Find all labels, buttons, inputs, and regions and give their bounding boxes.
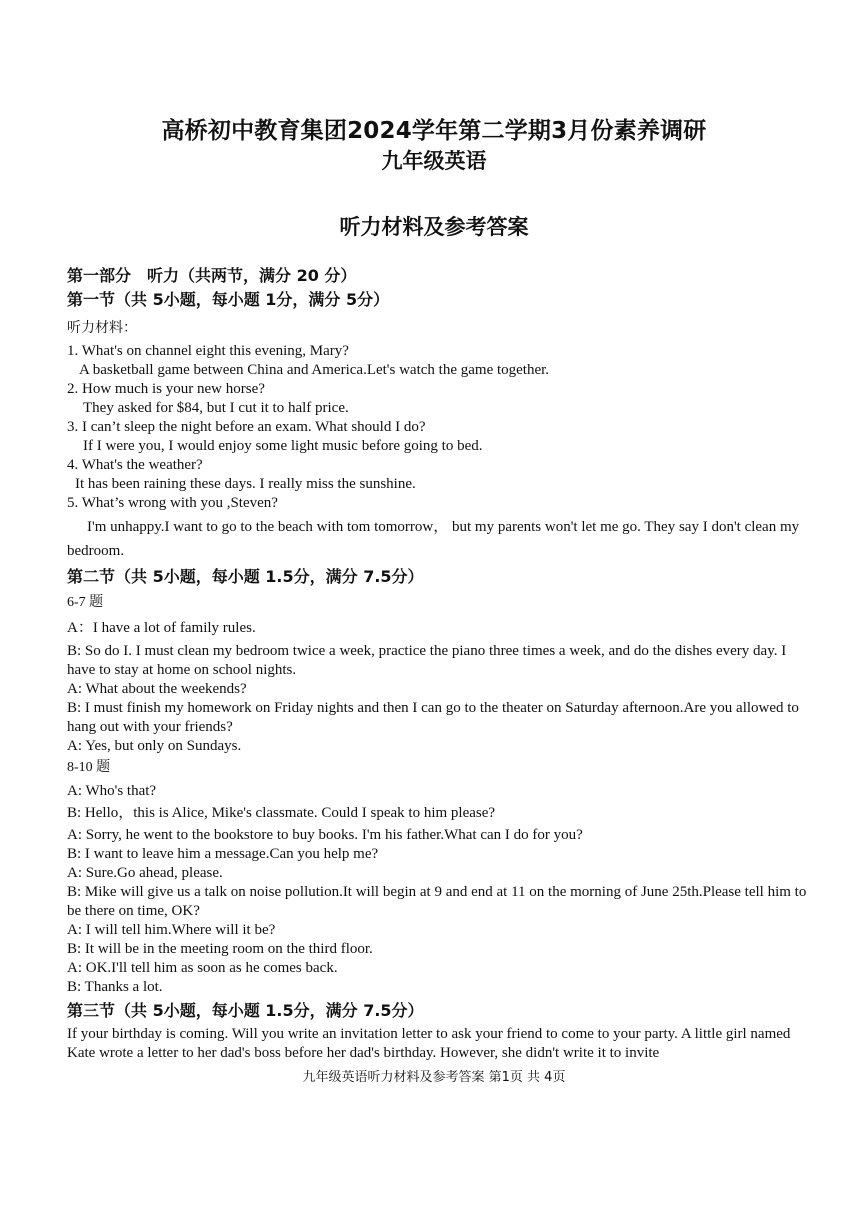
dialogue-line: B: It will be in the meeting room on the third floor.	[67, 941, 373, 957]
question-1: 1. What's on channel eight this evening, Mary?	[67, 343, 349, 359]
answer-5: I'm unhappy.I want to go to the beach with tom tomorrow， but my parents won't let me go. They say I don't clean my bedroom.	[67, 519, 800, 559]
page-footer: 九年级英语听力材料及参考答案 第1页 共 4页	[302, 1070, 566, 1085]
dialogue-line: B: Hello，this is Alice, Mike's classmate. Could I speak to him please?	[67, 805, 496, 821]
question-3: 3. I can’t sleep the night before an exam. What should I do?	[67, 419, 426, 435]
title-block	[0, 116, 868, 242]
part1-heading: 第一部分 听力（共两节，满分 20 分）	[67, 266, 357, 285]
section3-heading: 第三节（共 5小题，每小题 1.5分，满分 7.5分）	[67, 1001, 424, 1020]
question-5: 5. What’s wrong with you ,Steven?	[67, 495, 278, 511]
answer-3: If I were you, I would enjoy some light music before going to bed.	[83, 438, 483, 454]
content	[67, 264, 807, 1063]
dialogue-line: B: I must finish my homework on Friday nights and then I can go to the theater on Saturday afternoon.Are you allowed to hang out with your friends?	[67, 700, 799, 735]
section2-heading: 第二节（共 5小题，每小题 1.5分，满分 7.5分）	[67, 567, 424, 586]
answer-1: A basketball game between China and America.Let's watch the game together.	[79, 362, 550, 378]
dialogue-line: A: I will tell him.Where will it be?	[67, 922, 276, 938]
group-8-10-label: 8-10 题	[67, 760, 111, 775]
dialogue-line: A: Yes, but only on Sundays.	[67, 738, 242, 754]
listening-material-label: 听力材料：	[67, 320, 137, 336]
dialogue-line: B: Thanks a lot.	[67, 979, 163, 995]
dialogue-line: A: Sure.Go ahead, please.	[67, 865, 223, 881]
question-2: 2. How much is your new horse?	[67, 381, 265, 397]
answer-2: They asked for $84, but I cut it to half price.	[83, 400, 349, 416]
dialogue-line: A: OK.I'll tell him as soon as he comes back.	[67, 960, 338, 976]
group-6-7-label: 6-7 题	[67, 595, 104, 610]
dialogue-line: A: Who's that?	[67, 783, 157, 799]
document-title: 听力材料及参考答案	[339, 215, 529, 239]
dialogue-line: B: Mike will give us a talk on noise pollution.It will begin at 9 and end at 11 on the morning of June 25th.Please tell him to be there on time, OK?	[67, 884, 807, 919]
dialogue-line: B: So do I. I must clean my bedroom twice a week, practice the piano three times a week, and do the dishes every day. I have to stay at home on school nights.	[67, 643, 787, 678]
section1-heading: 第一节（共 5小题，每小题 1分，满分 5分）	[67, 290, 390, 309]
answer-4: It has been raining these days. I really miss the sunshine.	[75, 476, 416, 492]
dialogue-line: A：I have a lot of family rules.	[67, 620, 256, 636]
question-4: 4. What's the weather?	[67, 457, 203, 473]
passage-paragraph: If your birthday is coming. Will you write an invitation letter to ask your friend to come to your party. A little girl named Kate wrote a letter to her dad's boss before her dad's birthday. However, she didn't write it to invite	[67, 1026, 791, 1061]
dialogue-line: A: What about the weekends?	[67, 681, 247, 697]
dialogue-line: A: Sorry, he went to the bookstore to buy books. I'm his father.What can I do for you?	[67, 827, 583, 843]
dialogue-line: B: I want to leave him a message.Can you help me?	[67, 846, 379, 862]
exam-title: 高桥初中教育集团2024学年第二学期3月份素养调研	[161, 118, 707, 144]
exam-subtitle: 九年级英语	[381, 149, 487, 173]
